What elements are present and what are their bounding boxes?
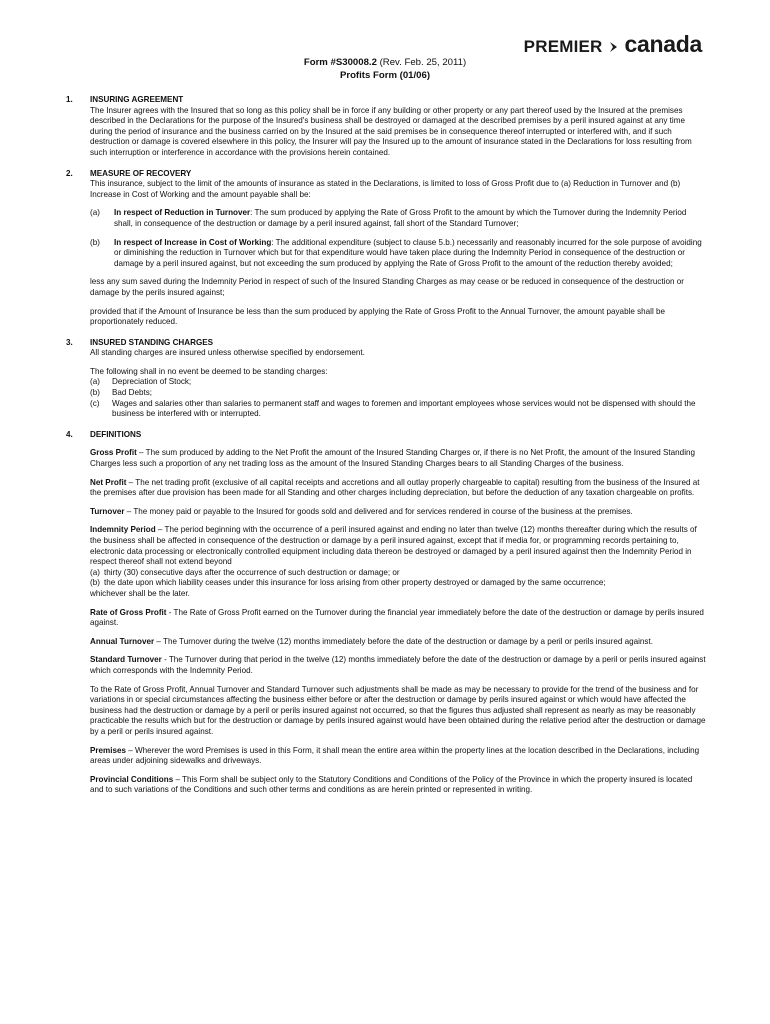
clause-b xyxy=(90,238,706,270)
form-number: Form #S30008.2 xyxy=(303,57,377,68)
section-insuring-agreement xyxy=(66,95,706,159)
section-title: DEFINITIONS xyxy=(90,429,142,439)
logo-premier-text: PREMIER xyxy=(523,37,603,56)
definition-text: – The net trading profit (exclusive of all capital receipts and accretions and all outlay properly chargeable to capital) resulting from the business of the Insured at the premises after due provision has been made for all Standing and other charges including depreciation, but before the deduction of any taxation chargeable on profits. xyxy=(90,477,700,498)
document-header xyxy=(0,56,770,82)
section-title: INSURED STANDING CHARGES xyxy=(90,337,214,347)
indemnity-tail: whichever shall be the later. xyxy=(90,588,190,598)
definition-text: – The sum produced by adding to the Net Profit the amount of the Insured Standing Charges or, if there is no Net Profit, the amount of the Insured Standing Charges less such a proportion of any net trading loss as the amount of the Insured Standing Charges bears to all Standing Charges of the business. xyxy=(90,448,695,469)
list-item-text: Wages and salaries other than salaries to permanent staff and wages to foremen and important employees whose services would not be dispensed with should the business be interfered with or interrupted. xyxy=(112,398,696,419)
definition-term: Annual Turnover xyxy=(90,636,155,646)
definition-text: - The Turnover during that period in the twelve (12) months immediately before the date of the destruction or damage by a peril or perils insured against which corresponds with the Indemnity Period. xyxy=(90,655,706,675)
clause-label: (a) xyxy=(90,208,100,218)
logo-chevron-icon xyxy=(609,41,619,53)
definition-term: Gross Profit xyxy=(90,448,137,458)
document-body xyxy=(66,95,706,796)
list-item xyxy=(90,399,706,420)
list-item-text: thirty (30) consecutive days after the occurrence of such destruction or damage; or xyxy=(104,567,400,577)
list-item xyxy=(90,377,706,388)
definition-annual-turnover xyxy=(90,637,706,648)
list-item-text: Bad Debts; xyxy=(112,388,153,398)
section-title: MEASURE OF RECOVERY xyxy=(90,168,192,178)
list-item xyxy=(90,568,706,579)
list-item-label: (c) xyxy=(90,398,100,408)
definition-text: – Wherever the word Premises is used in this Form, it shall mean the entire area within the property lines at the location described in the Declarations, including areas under adjoining sidewalks and driveways. xyxy=(90,745,700,766)
section-definitions xyxy=(66,430,706,796)
list-item-label: (a) xyxy=(90,567,100,577)
definition-text: - The Rate of Gross Profit earned on the Turnover during the financial year immediately before the date of the destruction or damage by perils insured against. xyxy=(90,607,704,628)
definition-term: Turnover xyxy=(90,506,125,516)
definition-text: – The period beginning with the occurrence of a peril insured against and ending no later than twelve (12) months thereafter during which the results of the business shall be affected in consequence of the destruction or damage by a peril insured against, except that if media for, or programming records pertaining to, electronic data processing or electronically controlled equipment including data thereon be destroyed or damaged by a peril insured against then the Indemnity Period in respect thereof shall not extend beyond xyxy=(90,525,697,567)
section-measure-of-recovery xyxy=(66,169,706,328)
clause-term: In respect of Increase in Cost of Working xyxy=(114,237,272,247)
section-body: All standing charges are insured unless otherwise specified by endorsement. xyxy=(90,348,365,358)
form-number-line xyxy=(0,56,770,69)
section-title: INSURING AGREEMENT xyxy=(90,95,184,104)
clause-label: (b) xyxy=(90,237,100,247)
exclusions-intro: The following shall in no event be deemed to be standing charges: xyxy=(90,366,328,376)
definition-term: Indemnity Period xyxy=(90,525,156,535)
section-body: The Insurer agrees with the Insured that so long as this policy shall be in force if any building or other property or any part thereof used by the Insured at the premises described in the Declarations for the purpose of the Insured's business shall be destroyed or damaged at the described premises by a peril insured against at any time during the period of insurance and the business carried on by the Insured at the said premises be in consequence thereof interrupted or interfered with, and if such destruction or damage is covered elsewhere in this policy, the Insurer will pay the Insured up to the amount of insurance stated in the Declarations for loss resulting from such interruption or interference in accordance with the provisions herein contained. xyxy=(90,105,692,157)
form-title: Profits Form (01/06) xyxy=(339,70,431,81)
section-number: 3. xyxy=(66,337,73,347)
section-body: This insurance, subject to the limit of the amounts of insurance as stated in the Declarations, is limited to loss of Gross Profit due to (a) Reduction in Turnover and (b) Increase in Cost of Working and the amount payable shall be: xyxy=(90,179,681,199)
definition-term: Rate of Gross Profit xyxy=(90,607,167,617)
logo-canada-text: canada xyxy=(624,31,702,57)
definition-gross-profit xyxy=(90,448,706,469)
premier-canada-logo xyxy=(524,31,702,58)
definition-standard-turnover xyxy=(90,655,706,676)
list-item-label: (a) xyxy=(90,377,100,387)
definition-text: – This Form shall be subject only to the Statutory Conditions and Conditions of the Policy of the Province in which the property insured is located and to such variations of the Conditions and such other terms and conditions as are herein printed or represented in writing. xyxy=(90,774,693,795)
list-item-text: the date upon which liability ceases under this insurance for loss arising from other property destroyed or damaged by the same occurrence; xyxy=(104,578,606,588)
list-item xyxy=(90,578,706,589)
section-number: 4. xyxy=(66,429,73,439)
definition-provincial-conditions xyxy=(90,775,706,796)
definition-text: – The money paid or payable to the Insured for goods sold and delivered and for services rendered in course of the business at the premises. xyxy=(124,506,633,516)
list-item-text: Depreciation of Stock; xyxy=(112,377,192,387)
section-insured-standing-charges xyxy=(66,338,706,420)
clause-a xyxy=(90,208,706,229)
definition-term: Provincial Conditions xyxy=(90,774,174,784)
definition-turnover xyxy=(90,507,706,518)
definition-indemnity-period xyxy=(90,525,706,567)
clause-text: : The additional expenditure (subject to clause 5.b.) necessarily and reasonably incurred for the sole purpose of avoiding or diminishing the reduction in Turnover which but for that expenditure would have taken place during the Indemnity Period in consequence of the destruction or damage by a peril insured against, but not exceeding the sum produced by applying the Rate of Gross Profit to the amount of the reduction thereby avoided; xyxy=(114,237,702,268)
clause-text: : The sum produced by applying the Rate of Gross Profit to the amount by which the Turnover during the Indemnity Period shall, in consequence of the destruction or damage by a peril insured against, fall short of the Standard Turnover; xyxy=(114,208,687,228)
definition-text: – The Turnover during the twelve (12) months immediately before the date of the destruction or damage by a peril or perils insured against. xyxy=(154,636,653,646)
less-clause: less any sum saved during the Indemnity Period in respect of such of the Insured Standing Charges as may cease or be reduced in consequence of the destruction or damage by the perils insured against; xyxy=(90,277,684,297)
section-number: 2. xyxy=(66,168,73,178)
adjustments-paragraph: To the Rate of Gross Profit, Annual Turnover and Standard Turnover such adjustments shall be made as may be necessary to provide for the trend of the business and for variations in or special circumstances affecting the business either before or after the destruction or damage by perils insured against or which would have affected the business had the destruction or damage by a peril or perils insured against not occurred, so that the figures thus adjusted shall represent as nearly as may be reasonably practicable the results which but for the destruction or damage by perils insured against would have been obtained during the relative period after the destruction or damage by a peril or perils insured against. xyxy=(90,684,706,736)
definition-term: Standard Turnover xyxy=(90,655,162,665)
form-revision: (Rev. Feb. 25, 2011) xyxy=(376,57,467,68)
list-item xyxy=(90,388,706,399)
provided-clause: provided that if the Amount of Insurance be less than the sum produced by applying the Rate of Gross Profit to the Annual Turnover, the amount payable shall be proportionately reduced. xyxy=(90,306,666,327)
definition-term: Premises xyxy=(90,745,126,755)
section-number: 1. xyxy=(66,95,73,104)
list-item-label: (b) xyxy=(90,388,100,398)
definition-rate-of-gross-profit xyxy=(90,608,706,629)
definition-term: Net Profit xyxy=(90,477,127,487)
list-item-label: (b) xyxy=(90,578,100,588)
clause-term: In respect of Reduction in Turnover xyxy=(114,208,251,218)
definition-premises xyxy=(90,746,706,767)
definition-net-profit xyxy=(90,478,706,499)
